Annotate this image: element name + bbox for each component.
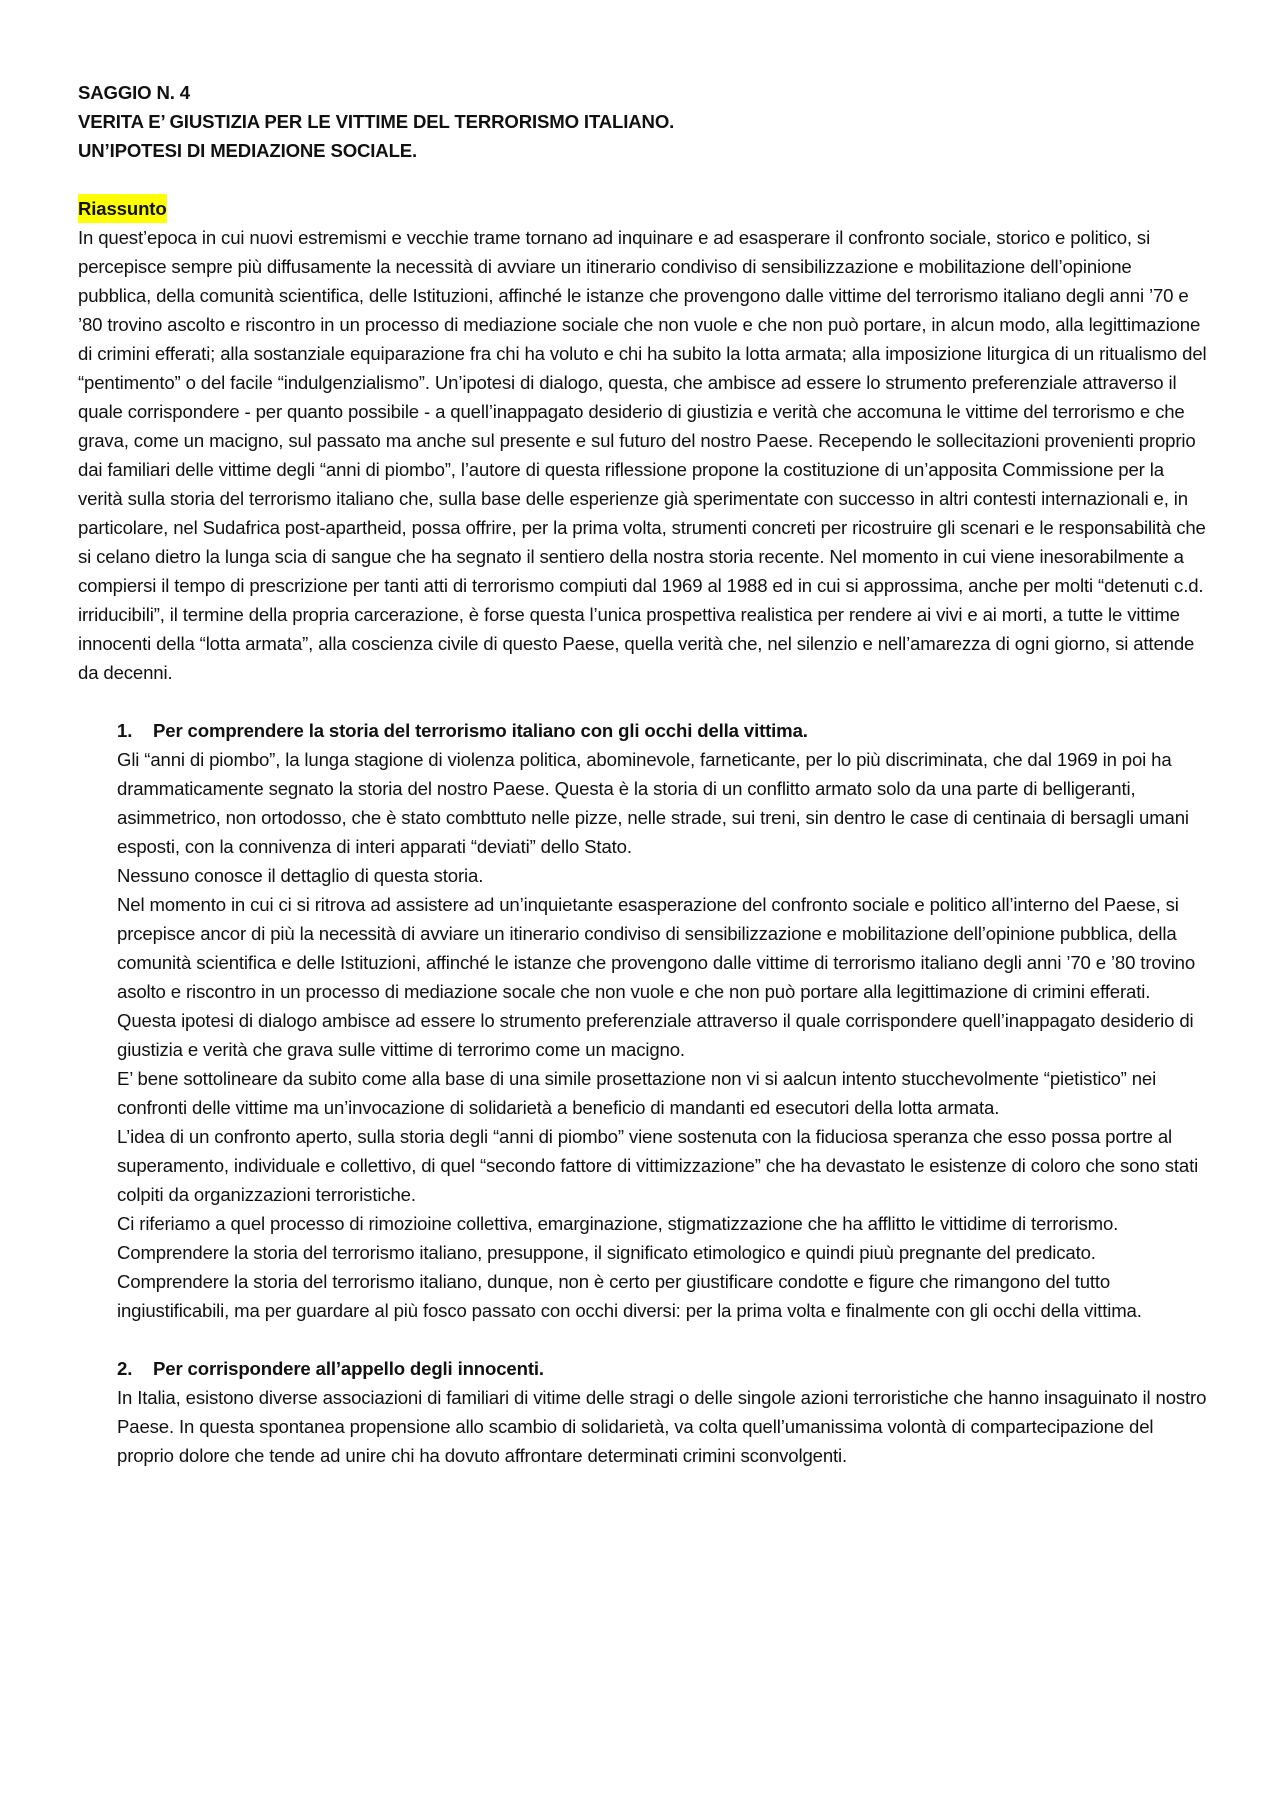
section-1-paragraph: Nel momento in cui ci si ritrova ad assistere ad un’inquietante esasperazione del confronto sociale e politico all’interno del Paese, si prcepisce ancor di più la necessità di avviare un itinerario condiviso di sensibilizzazione e mobilitazione dell’opinione pubblica, della comunità scientifica e delle Istituzioni, affinché le istanze che provengono dalle vittime di terrorismo italiano degli anni ’70 e ’80 trovino asolto e riscontro in un processo di mediazione socale che non vuole e che non può portare alla legittimazione di crimini efferati. bbox=[117, 894, 1196, 1002]
section-2-paragraph: In Italia, esistono diverse associazioni di familiari di vitime delle stragi o delle singole azioni terroristiche che hanno insaguinato il nostro Paese. In questa spontanea propensione allo scambio di solidarietà, va colta quell’umanissima volontà di compartecipazione del proprio dolore che tende ad unire chi ha dovuto affrontare determinati crimini sconvolgenti. bbox=[117, 1387, 1207, 1466]
document-page bbox=[78, 78, 1208, 1470]
section-2-title bbox=[117, 1354, 1208, 1383]
section-1 bbox=[78, 716, 1208, 1325]
essay-number: SAGGIO N. 4 bbox=[78, 82, 191, 103]
section-1-number: 1. bbox=[117, 720, 133, 741]
summary-text: In quest’epoca in cui nuovi estremismi e vecchie trame tornano ad inquinare e ad esasperare il confronto sociale, storico e politico, si percepisce sempre più diffusamente la necessità di avviare un itinerario condiviso di sensibilizzazione e mobilitazione dell’opinione pubblica, della comunità scientifica, delle Istituzioni, affinché le istanze che provengono dalle vittime del terrorismo italiano degli anni ’70 e ’80 trovino ascolto e riscontro in un processo di mediazione sociale che non vuole e che non può portare, in alcun modo, alla legittimazione di crimini efferati; alla sostanziale equiparazione fra chi ha voluto e chi ha subito la lotta armata; alla imposizione liturgica di un ritualismo del “pentimento” o del facile “indulgenzialismo”. Un’ipotesi di dialogo, questa, che ambisce ad essere lo strumento preferenziale attraverso il quale corrispondere - per quanto possibile - a quell’inappagato desiderio di giustizia e verità che accomuna le vittime del terrorismo e che grava, come un macigno, sul passato ma anche sul presente e sul futuro del nostro Paese. Recependo le sollecitazioni provenienti proprio dai familiari delle vittime degli “anni di piombo”, l’autore di questa riflessione propone la costituzione di un’apposita Commissione per la verità sulla storia del terrorismo italiano che, sulla base delle esperienze già sperimentate con successo in altri contesti internazionali e, in particolare, nel Sudafrica post-apartheid, possa offrire, per la prima volta, strumenti concreti per ricostruire gli scenari e le responsabilità che si celano dietro la lunga scia di sangue che ha segnato il sentiero della nostra storia recente. Nel momento in cui viene inesorabilmente a compiersi il tempo di prescrizione per tanti atti di terrorismo compiuti dal 1969 al 1988 ed in cui si approssima, anche per molti “detenuti c.d. irriducibili”, il termine della propria carcerazione, è forse questa l’unica prospettiva realistica per rendere ai vivi e ai morti, a tutte le vittime innocenti della “lotta armata”, alla coscienza civile di questo Paese, quella verità che, nel silenzio e nell’amarezza di ogni giorno, si attende da decenni. bbox=[78, 227, 1207, 683]
summary-label-highlighted: Riassunto bbox=[78, 194, 167, 223]
section-2-title-text: Per corrispondere all’appello degli innocenti. bbox=[153, 1358, 544, 1379]
section-1-paragraph: Gli “anni di piombo”, la lunga stagione di violenza politica, abominevole, farneticante, per lo più discriminata, che dal 1969 in poi ha drammaticamente segnato la storia del nostro Paese. Questa è la storia di un conflitto armato solo da una parte di belligeranti, asimmetrico, non ortodosso, che è stato combttuto nelle pizze, nelle strade, sui treni, sin dentro le case di centinaia di bersagli umani esposti, con la connivenza di interi apparati “deviati” dello Stato. bbox=[117, 749, 1189, 857]
section-1-paragraph: Comprendere la storia del terrorismo italiano, presuppone, il significato etimologico e quindi piuù pregnante del predicato. Comprendere la storia del terrorismo italiano, dunque, non è certo per giustificare condotte e figure che rimangono del tutto ingiustificabili, ma per guardare al più fosco passato con occhi diversi: per la prima volta e finalmente con gli occhi della vittima. bbox=[117, 1242, 1142, 1321]
essay-title: VERITA E’ GIUSTIZIA PER LE VITTIME DEL TERRORISMO ITALIANO. bbox=[78, 111, 675, 132]
section-1-title bbox=[117, 716, 1208, 745]
section-1-paragraph: Ci riferiamo a quel processo di rimozioine collettiva, emarginazione, stigmatizzazione che ha afflitto le vittidime di terrorismo. bbox=[117, 1213, 1119, 1234]
section-1-paragraph: E’ bene sottolineare da subito come alla base di una simile prosettazione non vi si aalcun intento stucchevolmente “pietistico” nei confronti delle vittime ma un’invocazione di solidarietà a beneficio di mandanti ed esecutori della lotta armata. bbox=[117, 1068, 1157, 1118]
summary-section bbox=[78, 165, 1208, 687]
section-2-number: 2. bbox=[117, 1358, 133, 1379]
section-1-title-text: Per comprendere la storia del terrorismo italiano con gli occhi della vittima. bbox=[153, 720, 808, 741]
essay-subtitle: UN’IPOTESI DI MEDIAZIONE SOCIALE. bbox=[78, 140, 418, 161]
section-1-paragraph: L’idea di un confronto aperto, sulla storia degli “anni di piombo” viene sostenuta con la fiduciosa speranza che esso possa portre al superamento, individuale e collettivo, di quel “secondo fattore di vittimizzazione” che ha devastato le esistenze di coloro che sono stati colpiti da organizzazioni terroristiche. bbox=[117, 1126, 1199, 1205]
section-1-paragraph: Nessuno conosce il dettaglio di questa storia. bbox=[117, 865, 484, 886]
section-2 bbox=[78, 1354, 1208, 1470]
section-1-paragraph: Questa ipotesi di dialogo ambisce ad essere lo strumento preferenziale attraverso il quale corrispondere quell’inappagato desiderio di giustizia e verità che grava sulle vittime di terrorimo come un macigno. bbox=[117, 1010, 1194, 1060]
document-heading bbox=[78, 78, 1208, 165]
